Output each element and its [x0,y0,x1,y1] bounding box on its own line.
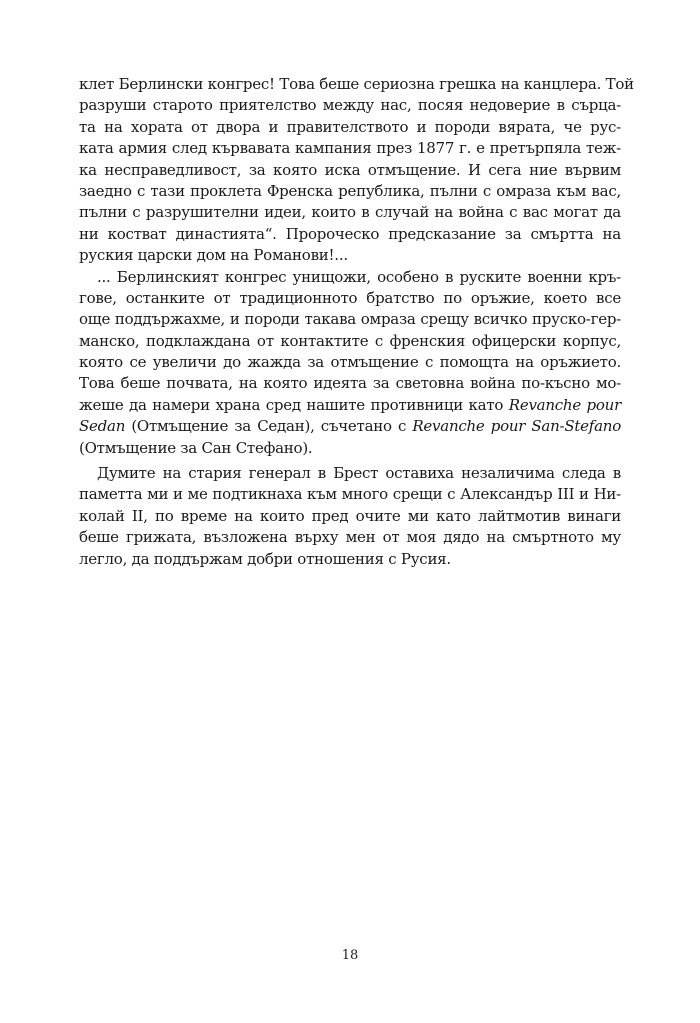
text-line: легло, да поддържам добри отношения с Русия. [79,549,451,568]
text-line: беше грижата, възложена върху мен от моя дядо на смъртното му [79,528,621,547]
paragraph-2 [79,267,621,460]
text-line: ... Берлинският конгрес унищожи, особено в руските военни кръ- [97,267,621,286]
text-line: клет Берлински конгрес! Това беше сериозна грешка на канцлера. Той [79,75,634,93]
text-line: руския царски дом на Романови!... [79,246,348,265]
text-line: ката армия след кървавата кампания през 1877 г. е претърпяла теж- [79,139,621,158]
italic-phrase: Sedan [79,417,126,436]
text-line: паметта ми и ме подтикнаха към много срещи с Александър III и Ни- [79,485,621,504]
text-line: Думите на стария генерал в Брест оставиха незаличима следа в [97,464,621,483]
text-line: та на хората от двора и правителството и породи вярата, че рус- [79,117,621,136]
text-line: колай II, по време на които пред очите ми като лайтмотив винаги [79,506,621,525]
italic-phrase: Revanche pour [508,395,621,414]
text-line-mixed [79,395,621,416]
text-line: (Отмъщение за Сан Стефано). [79,438,313,457]
text-line: Това беше почвата, на която идеята за световна война по-късно мо- [79,374,621,393]
text-line: още поддържахме, и породи такава омраза срещу всичко пруско-гер- [79,310,621,329]
text-line: заедно с тази проклета Френска република, пълни с омраза към вас, [79,181,621,200]
text-line: ни костват династията“. Пророческо предсказание за смъртта на [79,224,621,243]
text-line-mixed [79,416,621,437]
text-line: пълни с разрушителни идеи, които в случай на война с вас могат да [79,203,621,222]
paragraph-1 [79,74,634,267]
text-line: гове, останките от традиционното братство по оръжие, което все [79,288,621,307]
page-number: 18 [341,948,359,963]
text-line: ка несправедливост, за която иска отмъщение. И сега ние вървим [79,160,621,179]
text-line: манско, подклаждана от контактите с френския офицерски корпус, [79,331,621,350]
italic-phrase: Revanche pour San-Stefano [412,417,621,436]
page-body [79,74,634,570]
text-segment: (Отмъщение за Седан), съчетано с [131,417,407,436]
text-line: разруши старото приятелство между нас, посяя недоверие в сърца- [79,96,621,115]
paragraph-3 [79,463,621,570]
text-segment: жеше да намери храна сред нашите противници като [79,395,504,414]
text-line: която се увеличи до жажда за отмъщение с помощта на оръжието. [79,353,621,372]
